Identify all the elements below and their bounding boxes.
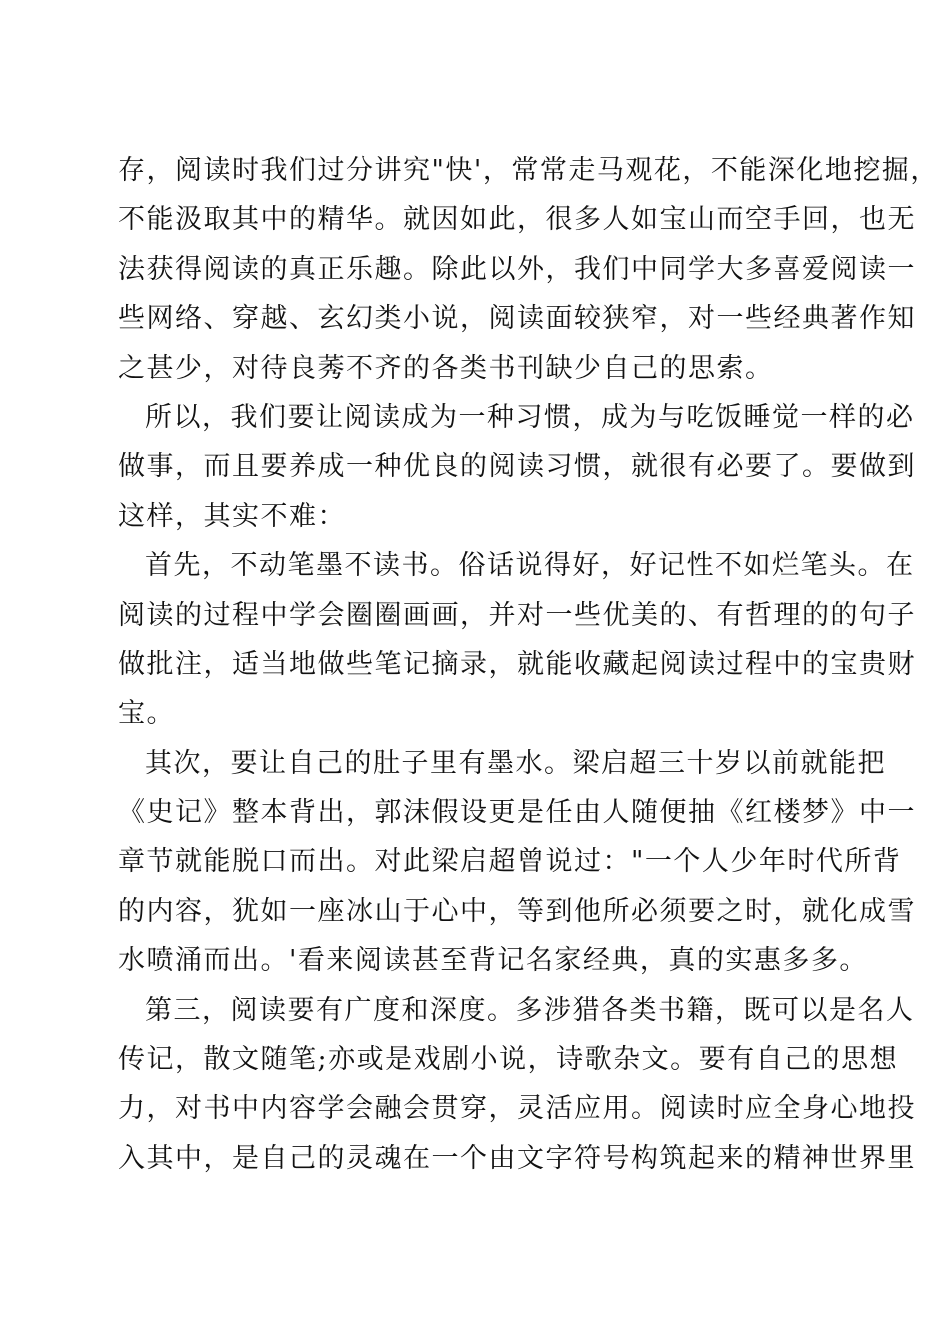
- text-line: 《史记》整本背出，郭沫假设更是任由人随便抽《红楼梦》中一: [118, 797, 916, 829]
- paragraph-start-line: 其次，要让自己的肚子里有墨水。梁启超三十岁以前就能把: [145, 747, 886, 779]
- text-line: 做事，而且要养成一种优良的阅读习惯，就很有必要了。要做到: [118, 451, 916, 483]
- text-line: 阅读的过程中学会圈圈画画，并对一些优美的、有哲理的的句子: [118, 599, 916, 631]
- text-line: 存，阅读时我们过分讲究"快'，常常走马观花，不能深化地挖掘，: [118, 155, 939, 186]
- document-body: [118, 146, 939, 1183]
- text-line: 水喷涌而出。'看来阅读甚至背记名家经典，真的实惠多多。: [118, 945, 868, 977]
- text-line: 这样，其实不难：: [118, 500, 346, 532]
- paragraph-start-line: 所以，我们要让阅读成为一种习惯，成为与吃饭睡觉一样的必: [145, 401, 915, 433]
- text-line: 做批注，适当地做些笔记摘录，就能收藏起阅读过程中的宝贵财: [118, 648, 916, 680]
- text-line: 章节就能脱口而出。对此梁启超曾说过："一个人少年时代所背: [118, 846, 902, 878]
- text-line: 法获得阅读的真正乐趣。除此以外，我们中同学大多喜爱阅读一: [118, 253, 916, 285]
- text-line: 入其中，是自己的灵魂在一个由文字符号构筑起来的精神世界里: [118, 1142, 916, 1174]
- text-line: 的内容，犹如一座冰山于心中，等到他所必须要之时，就化成雪: [118, 895, 916, 927]
- paragraph-start-line: 第三，阅读要有广度和深度。多涉猎各类书籍，既可以是名人: [145, 994, 915, 1026]
- text-line: 力，对书中内容学会融会贯穿，灵活应用。阅读时应全身心地投: [118, 1093, 916, 1125]
- paragraph-start-line: 首先，不动笔墨不读书。俗话说得好，好记性不如烂笔头。在: [145, 550, 915, 582]
- text-line: 之甚少，对待良莠不齐的各类书刊缺少自己的思索。: [118, 352, 774, 384]
- text-line: 不能汲取其中的精华。就因如此，很多人如宝山而空手回，也无: [118, 204, 916, 236]
- text-line: 些网络、穿越、玄幻类小说，阅读面较狭窄，对一些经典著作知: [118, 303, 916, 335]
- text-line: 传记，散文随笔;亦或是戏剧小说，诗歌杂文。要有自己的思想: [118, 1044, 899, 1076]
- text-line: 宝。: [118, 698, 175, 730]
